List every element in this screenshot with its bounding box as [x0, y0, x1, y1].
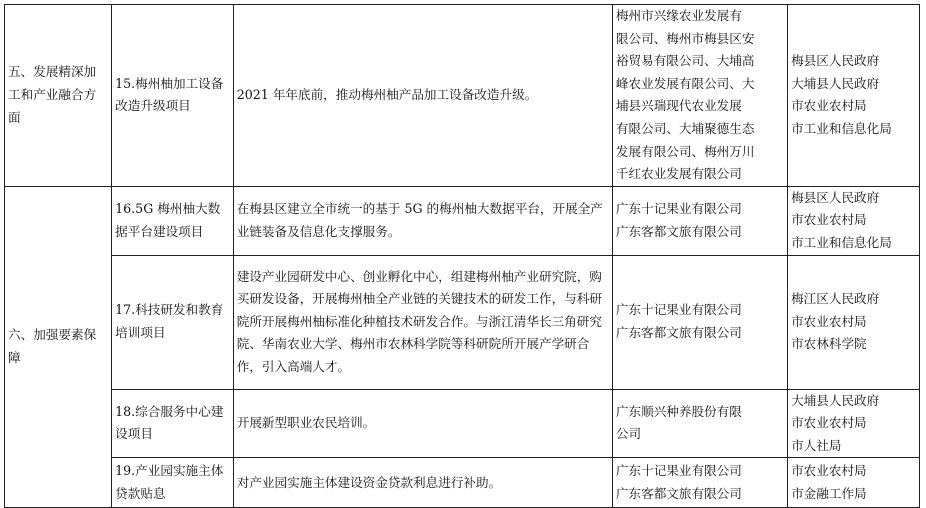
enterprise-line: 梅州市兴缘农业发展有 [615, 8, 742, 23]
enterprise-line: 广东顺兴种养股份有限 [615, 403, 742, 419]
department-line: 市农业农村局 [791, 313, 867, 329]
category-cell: 六、加强要素保障 [5, 186, 112, 508]
department-cell [788, 255, 920, 389]
department-line: 市农林科学院 [791, 336, 867, 352]
department-line: 大埔县人民政府 [791, 392, 880, 408]
enterprise-line: 埔县兴瑞现代农业发展 [615, 98, 742, 114]
enterprise-line: 限公司、梅州市梅县区安 [615, 30, 755, 46]
content-cell: 开展新型职业农民培训。 [233, 389, 612, 458]
enterprise-line: 有限公司、大埔聚德生态 [615, 120, 755, 136]
department-line: 市工业和信息化局 [791, 234, 892, 250]
table-row [5, 5, 920, 187]
table-row [5, 186, 920, 255]
department-line: 梅江区人民政府 [791, 291, 880, 307]
project-cell: 18.综合服务中心建设项目 [112, 389, 234, 458]
department-line: 市人社局 [791, 437, 842, 453]
department-line: 市农业农村局 [791, 98, 867, 114]
table-row [5, 255, 920, 389]
enterprise-line: 广东十记果业有限公司 [615, 463, 742, 479]
department-cell [788, 389, 920, 458]
enterprise-line: 广东十记果业有限公司 [615, 302, 742, 318]
content-cell: 建设产业园研发中心、创业孵化中心，组建梅州柚产业研究院，购买研发设备，开展梅州柚全产业链的关键技术的研发工作，与科研院所开展梅州柚标准化种植技术研发合作。与浙江清华长三角研究院、华南农业大学、梅州市农林科学院等科研院所开展产学研合作，引入高端人才。 [233, 255, 612, 389]
department-cell [788, 5, 920, 187]
content-cell: 2021 年年底前，推动梅州柚产品加工设备改造升级。 [233, 5, 612, 187]
enterprise-line: 发展有限公司、梅州万川 [615, 143, 755, 159]
department-line: 市农业农村局 [791, 463, 867, 479]
project-table [4, 4, 920, 508]
enterprise-line: 广东客都文旅有限公司 [615, 485, 742, 501]
enterprise-line: 千红农业发展有限公司 [615, 166, 742, 182]
department-cell [788, 186, 920, 255]
enterprise-cell [612, 458, 787, 508]
department-line: 市金融工作局 [791, 485, 867, 501]
enterprise-cell [612, 5, 787, 187]
enterprise-cell [612, 389, 787, 458]
category-cell: 五、发展精深加工和产业融合方面 [5, 5, 112, 187]
table-row [5, 458, 920, 508]
project-cell: 17.科技研发和教育培训项目 [112, 255, 234, 389]
department-line: 市农业农村局 [791, 212, 867, 228]
department-cell [788, 458, 920, 508]
department-line: 市农业农村局 [791, 415, 867, 431]
department-line: 梅县区人民政府 [791, 53, 880, 69]
enterprise-cell [612, 255, 787, 389]
project-cell: 19.产业园实施主体贷款贴息 [112, 458, 234, 508]
enterprise-cell [612, 186, 787, 255]
department-line: 市工业和信息化局 [791, 120, 892, 136]
content-cell: 在梅县区建立全市统一的基于 5G 的梅州柚大数据平台，开展全产业链装备及信息化支撑服务。 [233, 186, 612, 255]
content-cell: 对产业园实施主体建设资金贷款利息进行补助。 [233, 458, 612, 508]
project-cell: 16.5G 梅州柚大数据平台建设项目 [112, 186, 234, 255]
enterprise-line: 广东客都文旅有限公司 [615, 223, 742, 239]
enterprise-line: 公司 [615, 426, 642, 442]
enterprise-line: 峰农业发展有限公司、大 [615, 75, 755, 91]
enterprise-line: 广东客都文旅有限公司 [615, 325, 742, 341]
table-row [5, 389, 920, 458]
enterprise-line: 广东十记果业有限公司 [615, 201, 742, 217]
project-cell: 15.梅州柚加工设备改造升级项目 [112, 5, 234, 187]
department-line: 大埔县人民政府 [791, 75, 880, 91]
enterprise-line: 裕贸易有限公司、大埔高 [615, 53, 755, 69]
department-line: 梅县区人民政府 [791, 189, 880, 205]
